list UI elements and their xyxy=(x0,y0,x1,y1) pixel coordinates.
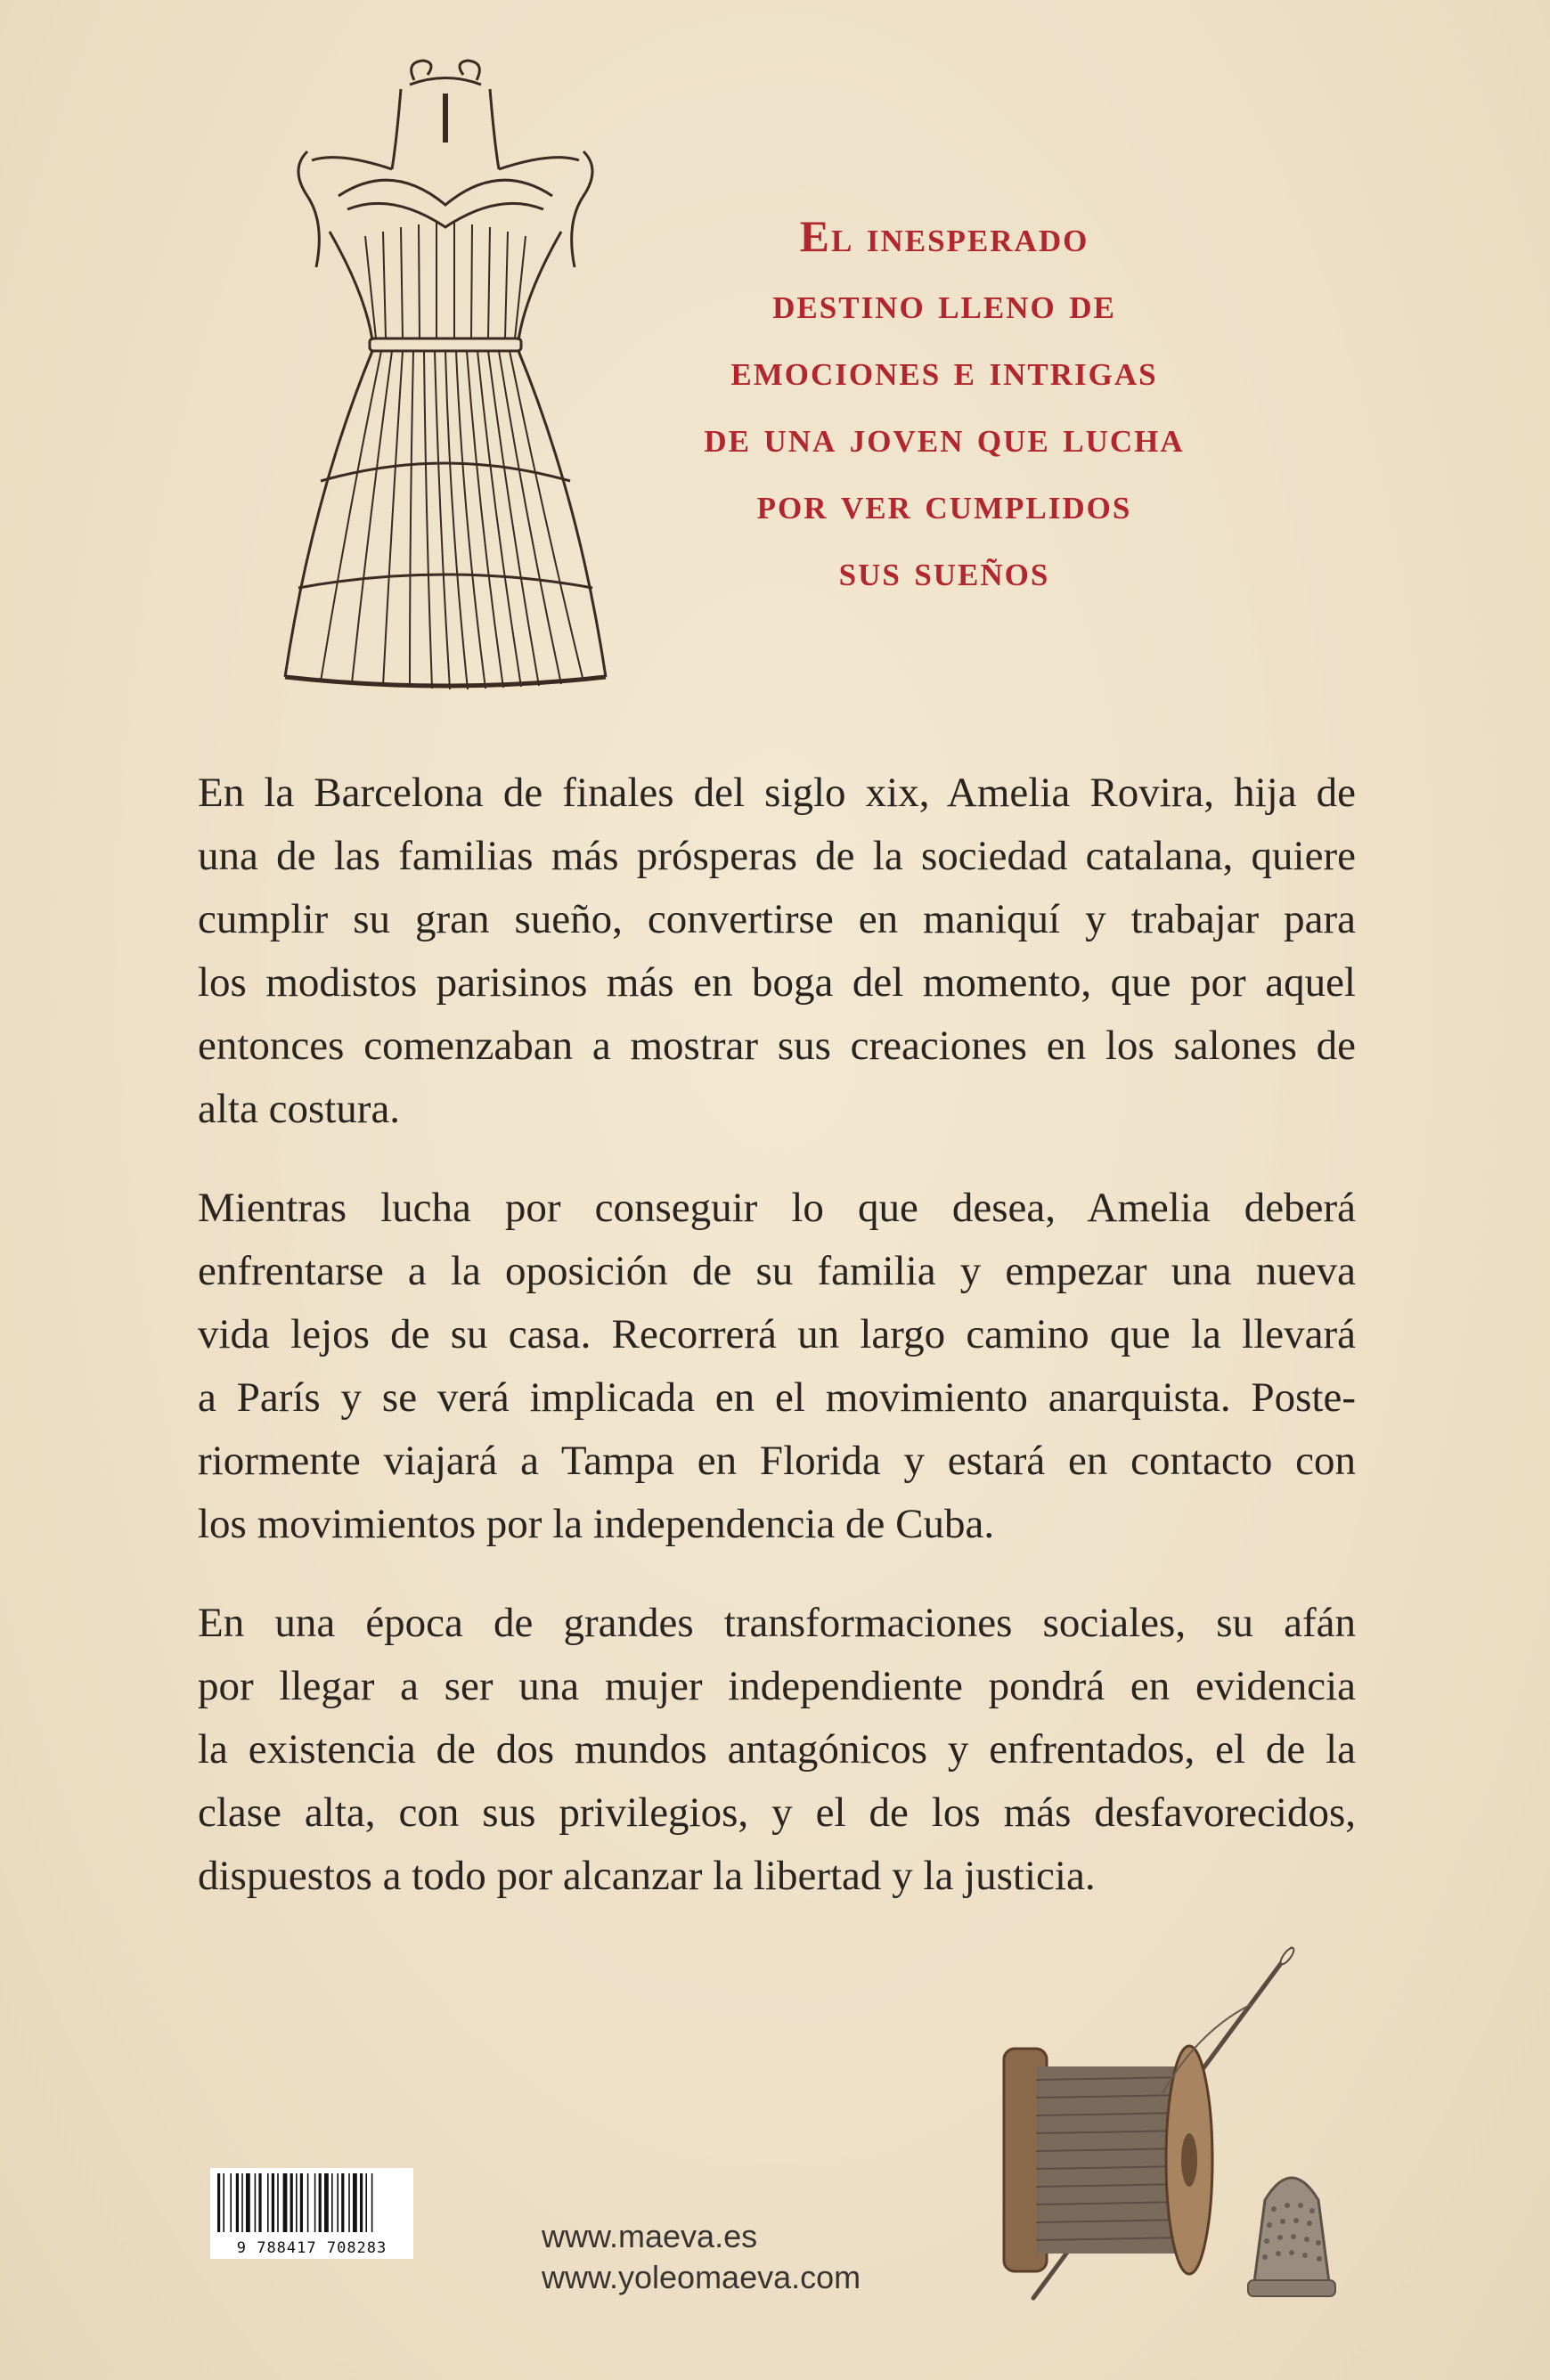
barcode-bar xyxy=(371,2173,373,2232)
barcode-bar xyxy=(255,2173,257,2232)
barcode-bar xyxy=(341,2173,344,2232)
barcode-bar xyxy=(331,2173,333,2232)
url-maeva: www.maeva.es xyxy=(542,2218,758,2254)
text-line: vida lejos de su casa. Recorrerá un largo camino que la llevará xyxy=(198,1311,1356,1357)
text-line: la existencia de dos mundos antagónicos y enfrentados, el de la xyxy=(198,1726,1356,1773)
barcode-bar xyxy=(277,2173,279,2232)
text-line: entonces comenzaban a mostrar sus creaciones en los salones de xyxy=(198,1023,1356,1069)
synopsis-paragraph xyxy=(198,1592,1356,1908)
url-yoleomaeva: www.yoleomaeva.com xyxy=(542,2259,861,2295)
tagline xyxy=(579,203,1309,604)
text-line: los modistos parisinos más en boga del momento, que por aquel xyxy=(198,959,1356,1006)
text-line: cumplir su gran sueño, convertirse en maniquí y trabajar para xyxy=(198,896,1356,942)
barcode-bar xyxy=(223,2173,224,2232)
text-line: por llegar a ser una mujer independiente pondrá en evidencia xyxy=(198,1663,1356,1709)
barcode-bar xyxy=(353,2173,357,2232)
barcode-bar xyxy=(283,2173,288,2232)
barcode-bar xyxy=(307,2173,309,2232)
text-line: riormente viajará a Tampa en Florida y estará en contacto con xyxy=(198,1438,1356,1484)
text-line: una de las familias más prósperas de la sociedad catalana, quiere xyxy=(198,833,1356,879)
tagline-line: sus sueños xyxy=(838,545,1050,595)
barcode-bar xyxy=(296,2173,298,2232)
barcode-bars xyxy=(217,2173,406,2232)
barcode-bar xyxy=(348,2173,350,2232)
synopsis xyxy=(198,762,1356,1944)
barcode-bar xyxy=(217,2173,220,2232)
text-line: enfrentarse a la oposición de su familia y empezar una nueva xyxy=(198,1248,1356,1294)
barcode-bar xyxy=(267,2173,269,2232)
text-line: Mientras lucha por conseguir lo que desea, Amelia deberá xyxy=(198,1185,1356,1231)
spool-needle-thimble-illustration xyxy=(984,1942,1385,2316)
publisher-urls xyxy=(542,2216,861,2298)
dress-form-illustration xyxy=(267,53,624,713)
tagline-line: destino lleno de xyxy=(772,278,1116,328)
tagline-line: emociones e intrigas xyxy=(730,345,1158,395)
barcode-bar xyxy=(236,2173,239,2232)
text-line: dispuestos a todo por alcanzar la libertad y la justicia. xyxy=(198,1853,1096,1899)
barcode-bar xyxy=(246,2173,250,2232)
barcode-bar xyxy=(365,2173,367,2232)
barcode-bar xyxy=(272,2173,274,2232)
tagline-line: por ver cumplidos xyxy=(756,478,1132,528)
isbn-barcode xyxy=(210,2168,413,2259)
text-line: los movimientos por la independencia de Cuba. xyxy=(198,1501,995,1547)
barcode-bar xyxy=(314,2173,316,2232)
text-line: clase alta, con sus privilegios, y el de los más desfavorecidos, xyxy=(198,1789,1356,1836)
barcode-bar xyxy=(290,2173,293,2232)
synopsis-paragraph xyxy=(198,1177,1356,1556)
barcode-bar xyxy=(258,2173,261,2232)
tagline-line: de una joven que lucha xyxy=(704,412,1185,461)
barcode-bar xyxy=(300,2173,303,2232)
barcode-bar xyxy=(360,2173,363,2232)
text-line: En una época de grandes transformaciones sociales, su afán xyxy=(198,1600,1356,1646)
barcode-bar xyxy=(241,2173,243,2232)
barcode-bar xyxy=(319,2173,322,2232)
barcode-bar xyxy=(337,2173,339,2232)
tagline-line: El inesperado xyxy=(799,211,1089,261)
synopsis-paragraph xyxy=(198,762,1356,1141)
barcode-bar xyxy=(324,2173,329,2232)
isbn-number: 9 788417 708283 xyxy=(236,2239,388,2257)
text-line: a París y se verá implicada en el movimiento anarquista. Poste- xyxy=(198,1374,1356,1421)
barcode-bar xyxy=(230,2173,232,2232)
text-line: En la Barcelona de finales del siglo xix, Amelia Rovira, hija de xyxy=(198,770,1356,816)
text-line: alta costura. xyxy=(198,1086,401,1132)
